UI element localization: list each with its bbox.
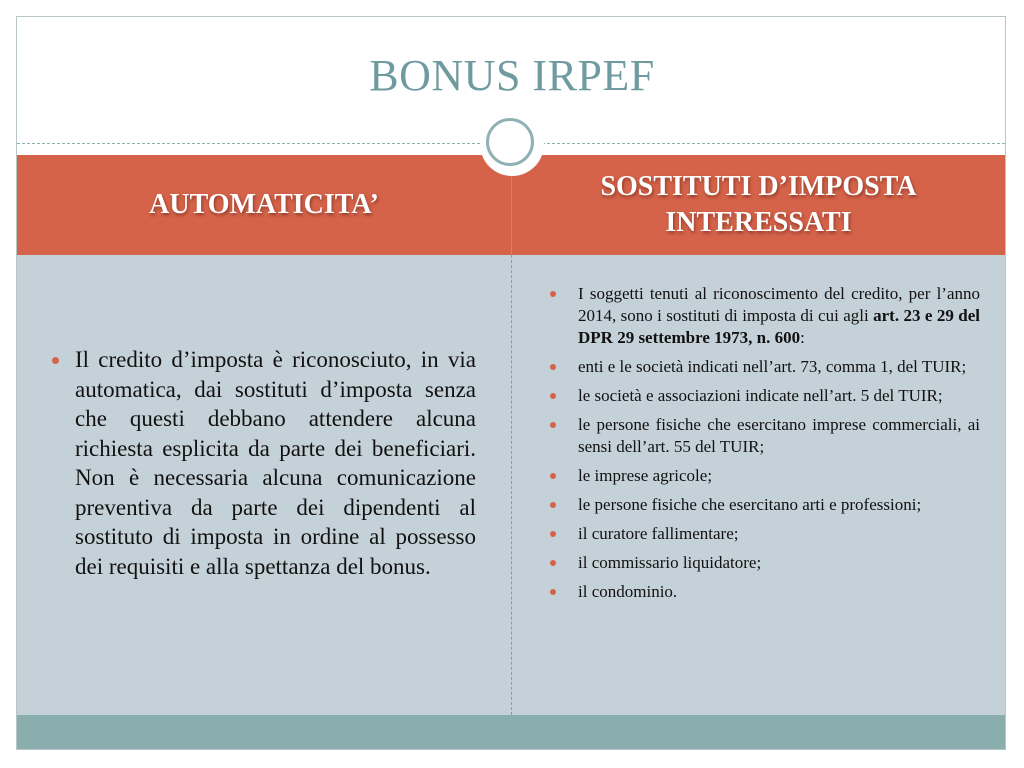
bullet-dot-icon [550, 589, 556, 595]
right-list-item-text: il curatore fallimentare; [578, 524, 739, 543]
left-bullet-text: Il credito d’imposta è riconosciuto, in via automatica, dai sostituti d’imposta senza che questi debbano attendere alcuna richiesta esplicita da parte dei beneficiari. Non è necessaria alcuna comunicazione preventiva da parte dei dipendenti al sostituto di imposta in ordine al possesso dei requisiti e alla spettanza del bonus. [75, 347, 476, 579]
left-column-heading [17, 155, 511, 255]
ring-ornament-icon [486, 118, 534, 166]
right-list-item [550, 465, 980, 487]
right-list-item [550, 494, 980, 516]
left-bullet-item [52, 345, 476, 581]
right-list-item-text: le imprese agricole; [578, 466, 713, 485]
right-list-item-text: le società e associazioni indicate nell’art. 5 del TUIR; [578, 386, 943, 405]
right-heading-line1: SOSTITUTI D’IMPOSTA [600, 171, 917, 202]
intro-text: I soggetti tenuti al riconoscimento del credito, per l’anno 2014, sono i sostituti di imposta di cui agli [578, 284, 980, 325]
bullet-dot-icon [550, 531, 556, 537]
bullet-dot-icon [550, 364, 556, 370]
left-column-body [52, 345, 476, 581]
intro-tail: : [800, 328, 805, 347]
right-list-item [550, 581, 980, 603]
footer-band [17, 715, 1005, 749]
right-list-item [550, 385, 980, 407]
right-list-item [550, 356, 980, 378]
right-list-item [550, 523, 980, 545]
right-list-item-text: le persone fisiche che esercitano arti e professioni; [578, 495, 922, 514]
intro-bold-reference: art. 23 e 29 del DPR 29 settembre 1973, n. 600 [578, 306, 980, 347]
right-list-item [550, 552, 980, 574]
bullet-dot-icon [550, 473, 556, 479]
body-column-divider [511, 255, 512, 715]
right-heading-text [600, 169, 916, 241]
right-list-intro-item [550, 283, 980, 349]
bullet-dot-icon [550, 422, 556, 428]
left-heading-text: AUTOMATICITA’ [149, 189, 379, 220]
right-list-item [550, 414, 980, 458]
bullet-dot-icon [550, 560, 556, 566]
right-column-list [550, 283, 980, 610]
right-list-item-text: enti e le società indicati nell’art. 73, comma 1, del TUIR; [578, 357, 967, 376]
bullet-dot-icon [550, 393, 556, 399]
right-list-item-text: il condominio. [578, 582, 678, 601]
right-intro-text [578, 283, 980, 349]
bullet-dot-icon [550, 502, 556, 508]
right-heading-line2: INTERESSATI [665, 207, 852, 238]
slide-title: BONUS IRPEF [369, 51, 655, 100]
right-column-heading [512, 155, 1005, 255]
right-list-item-text: il commissario liquidatore; [578, 553, 762, 572]
bullet-dot-icon [550, 291, 556, 297]
bullet-dot-icon [52, 357, 59, 364]
right-list-item-text: le persone fisiche che esercitano imprese commerciali, ai sensi dell’art. 55 del TUIR; [578, 415, 980, 456]
